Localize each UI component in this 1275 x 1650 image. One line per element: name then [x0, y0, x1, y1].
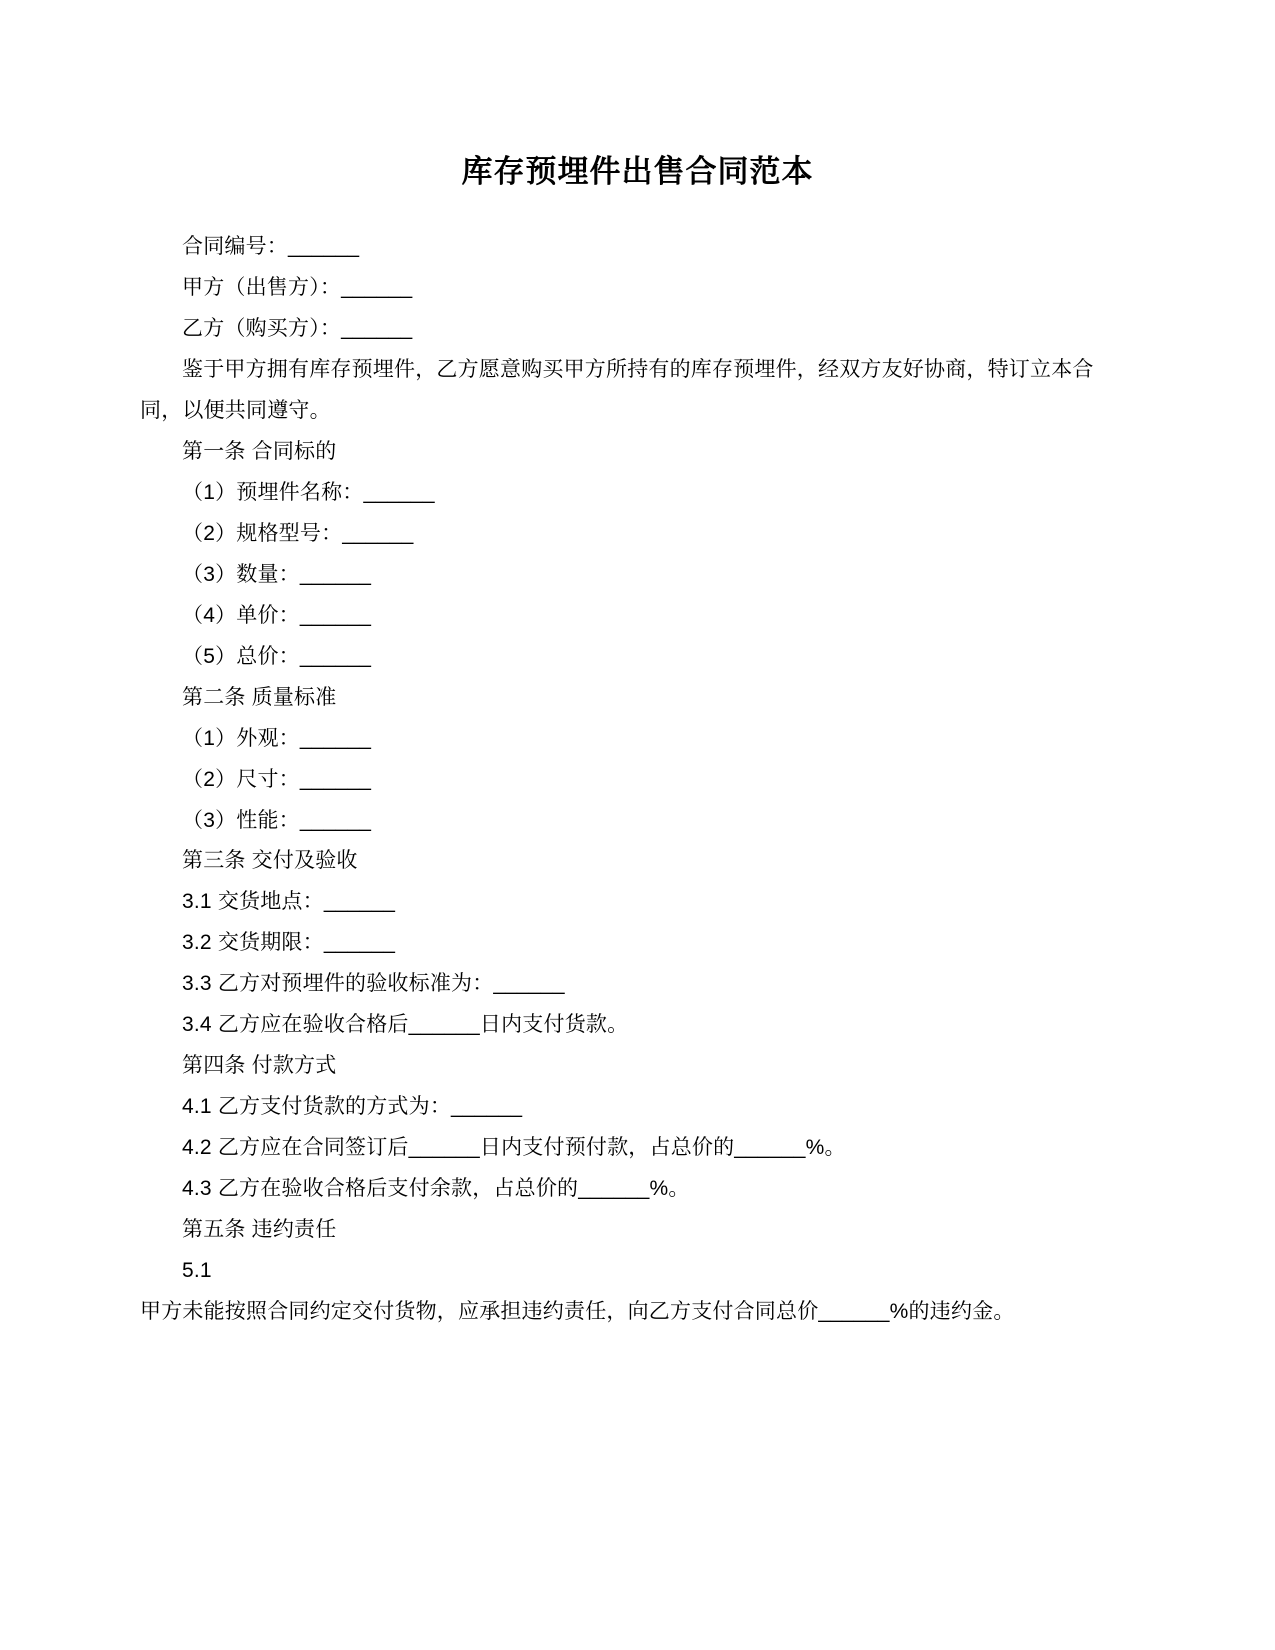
item-2-1-appearance: （1）外观：______	[182, 726, 372, 750]
item-4-3-balance-payment: 4.3 乙方在验收合格后支付余款，占总价的______%。	[182, 1176, 690, 1200]
paragraph-party-b: 乙方（购买方）：______	[182, 317, 413, 341]
item-1-3-quantity: （3）数量：______	[182, 562, 372, 586]
item-5-1-body: 甲方未能按照合同约定交付货物，应承担违约责任，向乙方支付合同总价______%的违约金。	[140, 1299, 1015, 1323]
item-3-3-acceptance-standard: 3.3 乙方对预埋件的验收标准为：______	[182, 972, 565, 996]
heading-article-1: 第一条 合同标的	[182, 440, 337, 464]
item-3-1-delivery-place: 3.1 交货地点：______	[182, 890, 396, 914]
heading-article-2: 第二条 质量标准	[182, 685, 337, 709]
item-1-5-total-price: （5）总价：______	[182, 644, 372, 668]
page-title: 库存预埋件出售合同范本	[461, 154, 814, 189]
document-body	[140, 227, 1135, 1332]
heading-article-4: 第四条 付款方式	[182, 1054, 337, 1078]
item-2-3-performance: （3）性能：______	[182, 808, 372, 832]
paragraph-party-a: 甲方（出售方）：______	[182, 276, 413, 300]
heading-article-3: 第三条 交付及验收	[182, 849, 358, 873]
item-1-1-name: （1）预埋件名称：______	[182, 481, 435, 505]
item-5-1-label: 5.1	[182, 1258, 212, 1282]
item-3-2-delivery-term: 3.2 交货期限：______	[182, 931, 396, 955]
paragraph-preamble: 鉴于甲方拥有库存预埋件，乙方愿意购买甲方所持有的库存预埋件，经双方友好协商，特订立本合同，以便共同遵守。	[140, 358, 1094, 423]
heading-article-5: 第五条 违约责任	[182, 1217, 337, 1241]
paragraph-contract-number: 合同编号：______	[182, 235, 360, 259]
item-1-2-model: （2）规格型号：______	[182, 521, 414, 545]
item-4-2-advance-payment: 4.2 乙方应在合同签订后______日内支付预付款，占总价的______%。	[182, 1136, 846, 1160]
item-2-2-dimension: （2）尺寸：______	[182, 767, 372, 791]
item-3-4-payment-after-acceptance: 3.4 乙方应在验收合格后______日内支付货款。	[182, 1013, 629, 1037]
item-4-1-payment-method: 4.1 乙方支付货款的方式为：______	[182, 1095, 523, 1119]
item-1-4-unit-price: （4）单价：______	[182, 603, 372, 627]
